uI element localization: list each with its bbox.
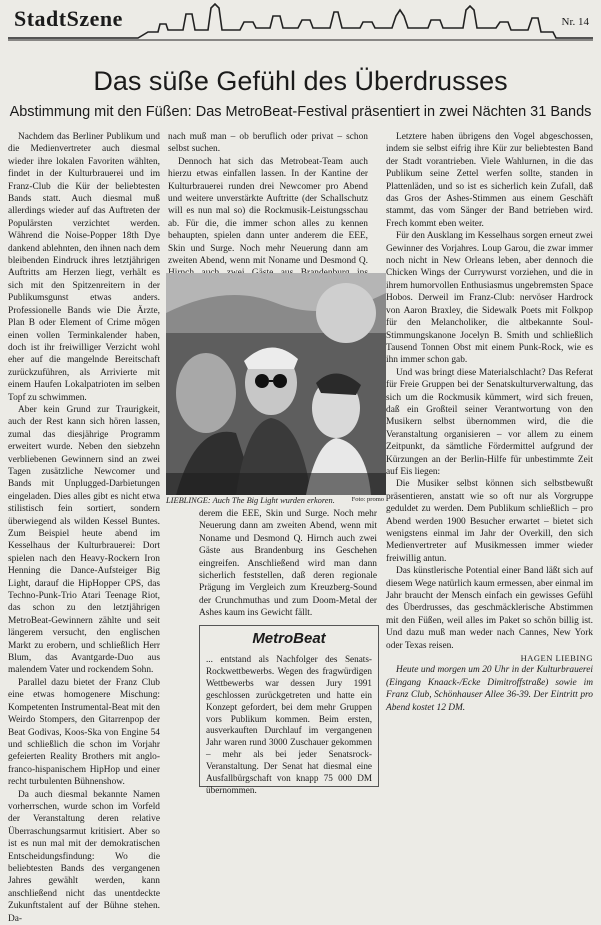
column-3-paragraph: Die Musiker selbst können sich selbstbewußt präsentieren, anstatt wie so oft nur als Vorgruppe geduldet zu werden. Dem Publikum schließlich – pro Abend werden 1900 Besucher erwartet – bietet sich wenigstens einmal im Jahr der Overkill, den sich Medienvertreter auf Musikmessen immer wieder freiwillig antun. [386,479,593,564]
info-box [199,625,379,795]
caption-text: LIEBLINGE: Auch The Big Light wurden erkoren. [166,496,335,505]
headline: Das süße Gefühl des Überdrusses [93,66,508,96]
section-title: StadtSzene [14,6,123,31]
photo-credit: Foto: promo [351,496,384,503]
column-2-continued [199,508,377,620]
subheadline: Abstimmung mit den Füßen: Das MetroBeat-Festival präsentiert in zwei Nächten 31 Bands [9,104,592,120]
column-1-paragraph: Aber kein Grund zur Traurigkeit, auch der Rest kann sich hören lassen, zumal das diesjährige Programm erweitert wurde. Neben den siebzehn verbliebenen Gewinnern sind an zwei Tagen zusätzliche Newcomer und Bands mit Unplugged-Darbietungen eingeladen. Dies alles gibt es nicht etwa stilistisch fein sortiert, sondern überwiegend als wilden Kessel Buntes. Zum Beispiel heute abend im Kesselhaus der Kulturbrauerei: Dort spielen nach den Heavy-Rockern Iron Henning die Dance-Aufsteiger Big Light, darauf die HipHopper CPS, das Techno-Punk-Trio Atari Teenage Riot, das schon zu den letztjährigen MetroBeat-Gewinnern zählte und seit längerem versucht, den englischen Markt zu erobern, und schließlich Herr Blum, das Avantgarde-Duo aus malendem Vater und rockendem Sohn. [8,404,160,676]
info-box-text: ... entstand als Nachfolger des Senats-Rockwettbewerbs. Wegen des fragwürdigen Wettbewerbs war dessen Jury 1991 geschlossen zurückgetreten und hatte ein Konzept gefordert, bei dem mehr Gruppen vors Publikum kommen. Beim ersten, ausverkauften Durchlauf im vergangenen Jahr waren rund 3000 Zuschauer gekommen – mehr als bei jeder Senatsrock-Veranstaltung. Der Senat hat diesmal eine Ausfallbürgschaft von knapp 75 000 DM übernommen. [206,654,372,795]
column-3 [386,131,593,714]
author-byline: HAGEN LIEBING [520,653,593,664]
column-3-paragraph: Und was bringt diese Materialschlacht? Das Referat für Freie Gruppen bei der Senatskulturverwaltung, das sich um die Rockmusik kümmert, wird sich freuen, daß ein Großteil seiner Verantwortung von den Musikern selbst übernommen wird, die die Veranstaltung organisieren – vor allem zu einem Zeitpunkt, da sämtliche Fördermittel aufgrund der Kürzungen an der Berlin-Hilfe für unbestimmte Zeit auf Eis liegen: [386,367,593,477]
column-1 [8,131,160,925]
column-2-paragraph: Dennoch hat sich das Metrobeat-Team auch hierzu etwas einfallen lassen. In der Kantine der Kulturbrauerei runden drei Newcomer pro Abend und weitere unverstärkte Auftritte (der Schallschutz will es nun mal so) die Rockmusik-Leistungsschau ab. Für die, die immer schon alles zu kennen behaupten, spielen dann unter anderem die EEE, Skin und Surge. Noch mehr Neuerung dann am zweiten Abend, wenn mit Noname und Desmond Q. [168,156,368,267]
column-2-paragraph: derem die EEE, Skin und Surge. Noch mehr Neuerung dann am zweiten Abend, wenn mit Noname und Desmond Q. Hirnch auch zwei Gäste aus Brandenburg ins Geschehen eingreifen. Anschließend wird man dann sicherlich feststellen, daß deren regionale Prägung im Vergleich zum Kreuzberg-Sound der Crunchmuthas und zum Doom-Metal der Ashes kaum ins Gewicht fällt. [199,509,377,619]
masthead [8,2,593,42]
column-2-paragraph: nach muß man – ob beruflich oder privat – schon selbst suchen. [168,132,368,155]
photo-caption [166,496,386,505]
column-3-paragraph: Letztere haben übrigens den Vogel abgeschossen, indem sie selbst eifrig ihre Kür zur beliebtesten Band der Stadt vorantrieben. Viele Wahlurnen, in die das Publikum seine Zettel werfen sollte, standen in Plattenläden, und so ist es sicherlich kein Zufall, daß das Gros der Ashes-Stimmen aus einem Geschäft stammt, das vom Sänger der Band betrieben wird. Frech kommt eben weiter. [386,132,593,229]
info-box-title: MetroBeat [252,630,326,647]
band-photo [166,273,386,495]
photo-image [166,273,386,495]
column-3-paragraph: Für den Ausklang im Kesselhaus sorgen erneut zwei Gewinner des Vorjahres. Loup Garou, die zwar immer noch nicht in New Orleans leben, aber dennoch die Chicken Wings der Currywurst vorziehen, und die in ihrem humorvollen Enthusiasmus ungebremsten Space Hobos. Derweil im Franz-Club: nervöser Hardrock von Aaron Braxley, die Sidewalk Poets mit Folkpop für den Melancholiker, die altbekannte Soul-Stimmungskanone Jocelyn B. Smith und schließlich Tausend Tonnen Obst mit einem Punk-Rock, wie es ihn immer schon gab. [386,231,593,366]
column-2 [168,131,368,273]
column-1-paragraph: Da auch diesmal bekannte Namen vorherrschen, wurde schon im Vorfeld der Veranstaltung deren relative Überraschungsarmut kritisiert. Aber so ist es nun mal mit der demokratischen Entscheidungsfindung: Wo die beliebtesten Bands des vergangenen Jahres gewählt werden, kann anschließend nicht das unentdeckte Zukunftstalent auf der Bühne stehen. Da- [8,789,160,924]
column-1-paragraph: Parallel dazu bietet der Franz Club eine etwas homogenere Mischung: Kompetenten Instrumental-Beat mit den Weirdo Stompers, den Gitarrenpop der Beat Godivas, Koos-Ska von Engine 54 und schließlich die schon im Vorjahr gefeierten Reality Brothers mit anglo-franco-hispanischem HipHop und einer recht turbulenten Bühnenshow. [8,677,160,788]
info-box-body [206,654,372,797]
column-3-paragraph: Das künstlerische Potential einer Band läßt sich auf diesem Wege natürlich kaum ermessen, aber einmal im Jahr braucht der Mensch einfach ein gewisses Gefühl des Überdrusses, das geschmäcklerische Abstimmen mit den Füßen, weil alles im Paket so schön billig ist. Und dazu muß man weder nach Cannes, New York oder Texas reisen. [386,566,593,651]
event-info: Heute und morgen um 20 Uhr in der Kulturbrauerei (Eingang Knaack-/Ecke Dimitroffstraße) sowie im Franz Club, Schönhauser Allee 36-39. Der Eintritt pro Abend kostet 12 DM. [386,665,593,713]
issue-number: Nr. 14 [561,16,589,28]
column-1-paragraph: Nachdem das Berliner Publikum und die Medienvertreter auch diesmal wieder ihre lokalen Favoriten wählten, findet in der Kulturbrauerei und im Franz-Club die Kür der beliebtesten Bands statt. Auch diesmal muß allerdings wieder auf das Auftreten der Populärsten verzichtet werden. Während die Noise-Popper 18th Dye dankend ablehnten, den ihnen nach dem bleibenden Eindruck ihres letztjährigen Auftritts am Herzen liegt, verhält es sich mit den Spitzenreitern in der Publikumsgunst etwas anders. Professionelle Bands wie Die Ärzte, Plan B oder Element of Crime mögen einen vollen Terminkalender haben, doch ist ihr freiwilliger Verzicht wohl eher auf die mangelnde Bereitschaft zurückzuführen, als Arrivierte mit einem Haufen Lokalpatrioten im selben Topf zu schwimmen. [8,132,160,403]
